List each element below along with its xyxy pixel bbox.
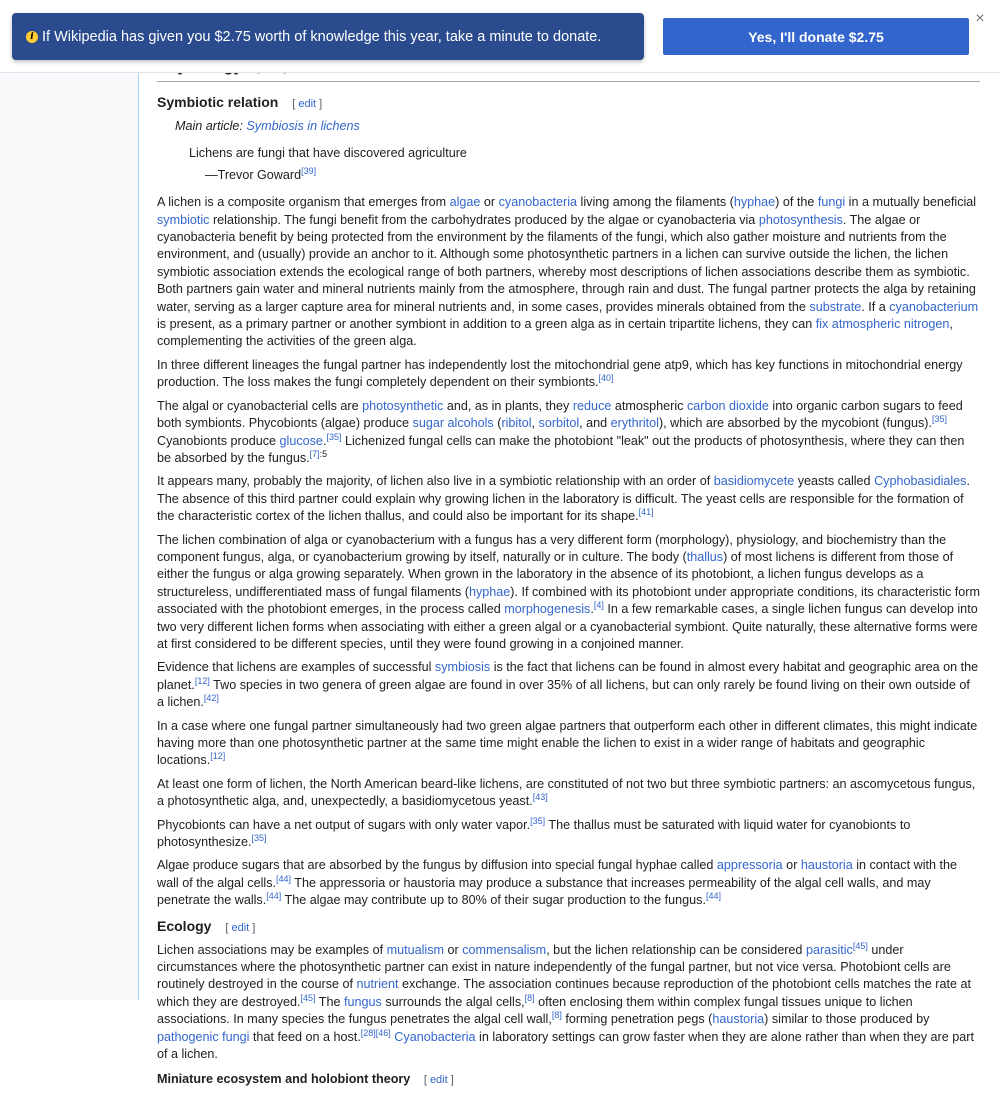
ref-link[interactable]: [8] — [524, 992, 535, 1003]
link-photosynthetic[interactable]: photosynthetic — [362, 398, 444, 413]
link-photosynthesis[interactable]: photosynthesis — [758, 212, 843, 227]
paragraph: The lichen combination of alga or cyanobacterium with a fungus has a very different form (morphology), physiology, and biochemistry than the component fungus, alga, or cyanobacterium growing by itself, naturally or in culture. The body (thallus) of most lichens is different from those of either the fungus or alga growing separately. When grown in the laboratory in the absence of its photobiont, a lichen fungus develops as a structureless, undifferentiated mass of fungal filaments (hyphae). If combined with its photobiont under appropriate conditions, its characteristic form associated with the photobiont emerges, in the process called morphogenesis.[4] In a few remarkable cases, a single lichen fungus can develop into two very different lichen forms when associating with either a green algal or a cyanobacterial symbiont. Quite naturally, these alternative forms were at first considered to be different species, until they were found growing in a conjoined manner. — [157, 532, 980, 651]
edit-link[interactable]: edit — [298, 98, 317, 110]
link-glucose[interactable]: glucose — [279, 433, 323, 448]
ref-link[interactable]: [35] — [326, 431, 342, 442]
link-pathogenic-fungi[interactable]: pathogenic fungi — [157, 1029, 250, 1044]
article-content — [157, 56, 980, 1093]
ref-link[interactable]: [35] — [530, 815, 546, 826]
heading-text: Ecology — [157, 917, 212, 934]
donate-button[interactable]: Yes, I'll donate $2.75 — [663, 18, 969, 55]
link-mutualism[interactable]: mutualism — [386, 942, 444, 957]
quote-text: Lichens are fungi that have discovered agriculture — [189, 146, 467, 161]
link-reduce[interactable]: reduce — [572, 398, 612, 413]
ref-link[interactable]: [8] — [551, 1010, 562, 1021]
ref-link[interactable]: [12] — [194, 675, 210, 686]
ref-link[interactable]: [44] — [266, 891, 282, 902]
hatnote — [175, 118, 980, 135]
ref-link[interactable]: [39] — [301, 165, 317, 176]
ref-link[interactable]: [28] — [360, 1027, 376, 1038]
link-cyanobacteria[interactable]: Cyanobacteria — [394, 1029, 476, 1044]
link-substrate[interactable]: substrate — [809, 299, 862, 314]
link-cyphobasidiales[interactable]: Cyphobasidiales — [874, 474, 967, 489]
link-cyanobacterium[interactable]: cyanobacterium — [889, 299, 979, 314]
link-appressoria[interactable]: appressoria — [716, 858, 783, 873]
link-haustoria[interactable]: haustoria — [800, 858, 853, 873]
quote-author: —Trevor Goward — [205, 167, 302, 182]
ref-link[interactable]: [12] — [210, 751, 226, 762]
ref-link[interactable]: [35] — [931, 413, 947, 424]
ref-link[interactable]: [44] — [705, 891, 721, 902]
ref-link[interactable]: [42] — [203, 693, 219, 703]
link-fix-nitrogen[interactable]: fix atmospheric nitrogen — [815, 317, 950, 332]
edit-section: [ edit ] — [423, 1073, 454, 1086]
link-symbiotic[interactable]: symbiotic — [157, 212, 210, 227]
content-border — [138, 0, 139, 1000]
link-carbon-dioxide[interactable]: carbon dioxide — [686, 398, 769, 413]
link-haustoria[interactable]: haustoria — [712, 1012, 765, 1027]
paragraph: In three different lineages the fungal partner has independently lost the mitochondrial gene atp9, which has key functions in mitochondrial energy production. The loss makes the fungi completely dependent on their symbionts.[40] — [157, 357, 963, 390]
ref-link[interactable]: [46] — [375, 1027, 391, 1038]
edit-link[interactable]: edit — [429, 1073, 448, 1086]
left-sidebar — [0, 0, 138, 1000]
link-sugar-alcohols[interactable]: sugar alcohols — [412, 416, 494, 431]
section-heading-symbiotic-relation — [157, 92, 980, 114]
link-nutrient[interactable]: nutrient — [356, 977, 399, 992]
paragraph: It appears many, probably the majority, of lichen also live in a symbiotic relationship with an order of basidiomycete yeasts called Cyphobasidiales. The absence of this third partner could explain why growing lichen in the laboratory is difficult. The yeast cells are responsible for the formation of the characteristic cortex of the lichen thallus, and could also be important for its shape.[41] — [157, 474, 970, 524]
main-article-link[interactable]: Symbiosis in lichens — [246, 119, 360, 133]
link-ribitol[interactable]: ribitol — [501, 416, 532, 431]
quote-block — [189, 145, 980, 184]
link-hyphae[interactable]: hyphae — [468, 584, 511, 599]
paragraph: Evidence that lichens are examples of successful symbiosis is the fact that lichens can be found in almost every habitat and geographic area on the planet.[12] Two species in two genera of green algae are found in over 35% of all lichens, but can only rarely be found living on their own outside of a lichen.[42] — [157, 660, 979, 710]
section-heading-miniature-ecosystem — [157, 1070, 980, 1089]
heading-text: Symbiotic relation — [157, 94, 279, 110]
link-commensalism[interactable]: commensalism — [462, 942, 547, 957]
heading-text: Miniature ecosystem and holobiont theory — [157, 1071, 411, 1086]
ref-link[interactable]: [45] — [852, 940, 868, 951]
edit-section: [ edit ] — [292, 98, 323, 110]
link-parasitic[interactable]: parasitic — [805, 942, 853, 957]
link-morphogenesis[interactable]: morphogenesis — [504, 602, 591, 617]
paragraph: In a case where one fungal partner simultaneously had two green algae partners that outperform each other in different climates, this might indicate having more than one photosynthetic partner at the same time might enable the lichen to exist in a wider range of habitats and geographic locations.[12] — [157, 718, 978, 768]
link-fungi[interactable]: fungi — [817, 195, 846, 210]
link-fungus[interactable]: fungus — [344, 994, 382, 1009]
ref-link[interactable]: [7] — [309, 448, 320, 459]
ref-link[interactable]: [35] — [251, 832, 267, 843]
ref-link[interactable]: [40] — [598, 373, 614, 384]
donation-banner — [12, 13, 644, 60]
paragraph: The algal or cyanobacterial cells are photosynthetic and, as in plants, they reduce atmospheric carbon dioxide into organic carbon sugars to feed both symbionts. Phycobionts (algae) produce sugar alcohols (ribitol, sorbitol, and erythritol), which are absorbed by the mycobiont (fungus).[35] Cyanobionts produce glucose.[35] Lichenized fungal cells can make the photobiont "leak" out the products of photosynthesis, where they can then be absorbed by the fungus.$^{[7]:5}$ — [157, 398, 965, 465]
link-symbiosis[interactable]: symbiosis — [434, 660, 491, 675]
paragraph: Lichen associations may be examples of mutualism or commensalism, but the lichen relationship can be considered parasitic[45] under circumstances where the photosynthetic partner can exist in nature independently of the fungal partner, but not vice versa. Photobiont cells are routinely destroyed in the course of nutrient exchange. The association continues because reproduction of the photobiont cells matches the rate at which they are destroyed.[45] The fungus surrounds the algal cells,[8] often enclosing them within complex fungal tissues unique to lichen associations. In many species the fungus penetrates the algal cell wall,[8] forming penetration pegs (haustoria) similar to those produced by pathogenic fungi that feed on a host.[28][46] Cyanobacteria in laboratory settings can grow faster when they are alone rather than when they are part of a lichen. — [157, 940, 974, 1062]
edit-section: [ edit ] — [225, 921, 256, 934]
ref-link[interactable]: [41] — [638, 506, 654, 517]
paragraph: Phycobionts can have a net output of sugars with only water vapor.[35] The thallus must be saturated with liquid water for cyanobionts to photosynthesize.[35] — [157, 815, 911, 850]
link-cyanobacteria[interactable]: cyanobacteria — [498, 195, 578, 210]
link-thallus[interactable]: thallus — [686, 549, 724, 564]
edit-link[interactable]: edit — [231, 921, 250, 934]
link-algae[interactable]: algae — [449, 195, 481, 210]
ref-link[interactable]: [4] — [593, 599, 604, 610]
ref-link[interactable]: [44] — [276, 873, 292, 884]
close-icon[interactable]: × — [975, 10, 985, 27]
link-sorbitol[interactable]: sorbitol — [538, 416, 580, 431]
section-heading-ecology — [157, 916, 980, 938]
hatnote-prefix: Main article: — [175, 119, 247, 133]
info-icon: i — [26, 31, 38, 43]
banner-message: If Wikipedia has given you $2.75 worth of knowledge this year, take a minute to donate. — [42, 28, 602, 45]
paragraph: At least one form of lichen, the North American beard-like lichens, are constituted of not two but three symbiotic partners: an ascomycetous fungus, a photosynthetic alga, and, unexpectedly, a basidiomycetous yeast.[43] — [157, 776, 976, 809]
ref-link[interactable]: [45] — [300, 992, 316, 1003]
ref-link[interactable]: [43] — [532, 792, 548, 803]
link-hyphae[interactable]: hyphae — [733, 195, 776, 210]
quote-citation — [205, 167, 980, 184]
ref-page: :5 — [319, 448, 328, 459]
paragraph: Algae produce sugars that are absorbed by the fungus by diffusion into special fungal hyphae called appressoria or haustoria in contact with the wall of the algal cells.[44] The appressoria or haustoria may produce a substance that increases permeability of the algal cell walls, and may penetrate the walls.[44] The algae may contribute up to 80% of their sugar production to the fungus.[44] — [157, 858, 958, 908]
link-erythritol[interactable]: erythritol — [610, 416, 659, 431]
link-basidiomycete[interactable]: basidiomycete — [713, 474, 795, 489]
paragraph: A lichen is a composite organism that emerges from algae or cyanobacteria living among the filaments (hyphae) of the fungi in a mutually beneficial symbiotic relationship. The fungi benefit from the carbohydrates produced by the algae or cyanobacteria via photosynthesis. The algae or cyanobacteria benefit by being protected from the environment by the filaments of the fungi, which also gather moisture and nutrients from the environment, and (usually) provide an anchor to it. Although some photosynthetic partners in a lichen can survive outside the lichen, the lichen symbiotic association extends the ecological range of both partners, whereby most descriptions of lichen associations describe them as symbiotic. Both partners gain water and mineral nutrients mainly from the atmosphere, through rain and dust. The fungal partner protects the alga by retaining water, serving as a larger capture area for mineral nutrients and, in some cases, provides minerals obtained from the substrate. If a cyanobacterium is present, as a primary partner or another symbiont in addition to a green alga as in certain tripartite lichens, they can fix atmospheric nitrogen, complementing the activities of the green alga. — [157, 195, 979, 349]
